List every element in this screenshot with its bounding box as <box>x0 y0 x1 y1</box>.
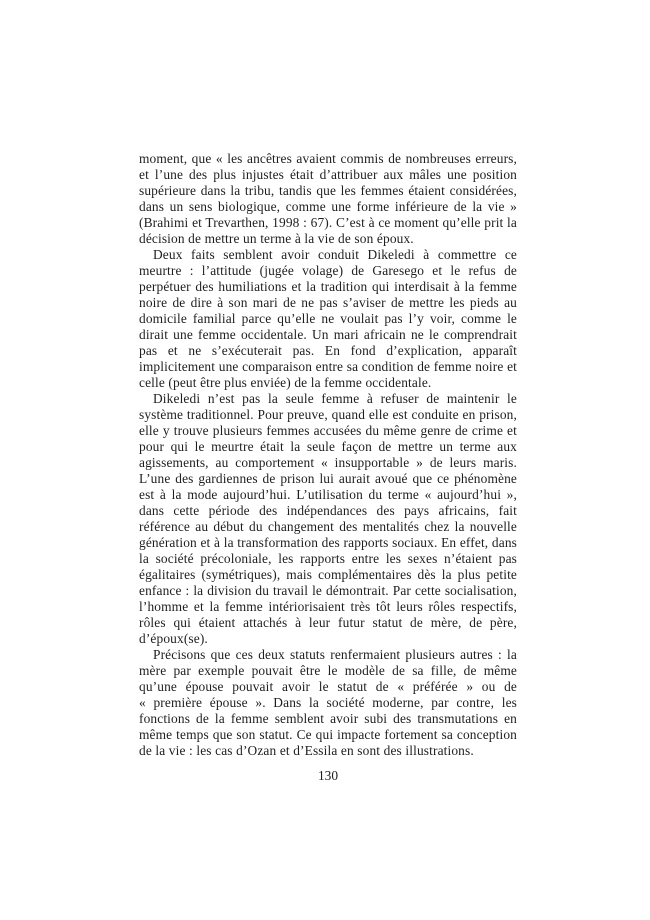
paragraph-1: moment, que « les ancêtres avaient commis de nombreuses erreurs, et l’une des plus injustes était d’attribuer aux mâles une position supérieure dans la tribu, tandis que les femmes étaient considérées, dans un sens biologique, comme une forme inférieure de la vie » (Brahimi et Trevarthen, 1998 : 67). C’est à ce moment qu’elle prit la décision de mettre un terme à la vie de son époux. <box>139 151 517 246</box>
body-text <box>139 151 517 759</box>
page-number: 130 <box>317 768 339 783</box>
paragraph-4: Précisons que ces deux statuts renfermaient plusieurs autres : la mère par exemple pouvait être le modèle de sa fille, de même qu’une épouse pouvait avoir le statut de « préférée » ou de « première épouse ». Dans la société moderne, par contre, les fonctions de la femme semblent avoir subi des transmutations en même temps que son statut. Ce qui impacte fortement sa conception de la vie : les cas d’Ozan et d’Essila en sont des illustrations. <box>139 647 517 758</box>
paragraph-3: Dikeledi n’est pas la seule femme à refuser de maintenir le système traditionnel. Pour preuve, quand elle est conduite en prison, elle y trouve plusieurs femmes accusées du même genre de crime et pour qui le meurtre était la seule façon de mettre un terme aux agissements, au comportement « insupportable » de leurs maris. L’une des gardiennes de prison lui aurait avoué que ce phénomène est à la mode aujourd’hui. L’utilisation du terme « aujourd’hui », dans cette période des indépendances des pays africains, fait référence au début du changement des mentalités chez la nouvelle génération et à la transformation des rapports sociaux. En effet, dans la société précoloniale, les rapports entre les sexes n’étaient pas égalitaires (symétriques), mais complémentaires dès la plus petite enfance : la division du travail le démontrait. Par cette socialisation, l’homme et la femme intériorisaient très tôt leurs rôles respectifs, rôles qui étaient attachés à leur futur statut de mère, de père, d’époux(se). <box>139 391 517 646</box>
paragraph-2: Deux faits semblent avoir conduit Dikeledi à commettre ce meurtre : l’attitude (jugée volage) de Garesego et le refus de perpétuer des humiliations et la tradition qui interdisait à la femme noire de dire à son mari de ne pas s’aviser de mettre les pieds au domicile familial parce qu’elle ne voulait pas l’y voir, comme le dirait une femme occidentale. Un mari africain ne le comprendrait pas et ne s’exécuterait pas. En fond d’explication, apparaît implicitement une comparaison entre sa condition de femme noire et celle (peut être plus enviée) de la femme occidentale. <box>139 247 517 390</box>
